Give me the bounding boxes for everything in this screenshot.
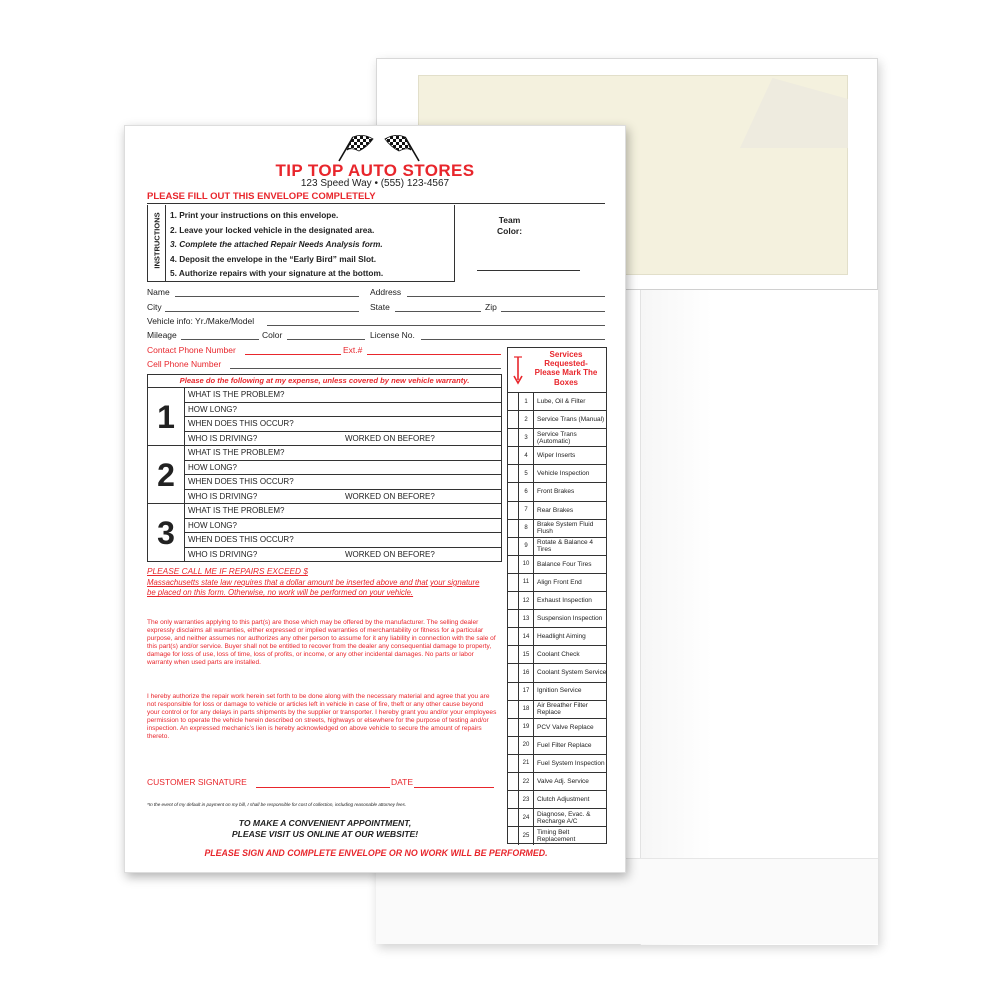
service-number: 23 bbox=[519, 791, 534, 808]
color-field[interactable] bbox=[287, 339, 365, 340]
down-arrow-icon bbox=[511, 354, 525, 386]
zip-label: Zip bbox=[485, 302, 497, 312]
service-checkbox[interactable] bbox=[508, 809, 519, 826]
how-long-field[interactable]: HOW LONG? bbox=[185, 461, 502, 476]
service-checkbox[interactable] bbox=[508, 773, 519, 790]
when-occur-field[interactable]: WHEN DOES THIS OCCUR? bbox=[185, 417, 502, 432]
service-label: Diagnose, Evac. & Recharge A/C bbox=[537, 810, 591, 825]
vehicle-info-label: Vehicle info: Yr./Make/Model bbox=[147, 316, 255, 326]
city-field[interactable] bbox=[165, 311, 359, 312]
service-label: Rear Brakes bbox=[537, 506, 574, 514]
service-label: Air Breather Filter Replace bbox=[537, 701, 588, 717]
services-checklist bbox=[507, 347, 607, 844]
when-occur-field[interactable]: WHEN DOES THIS OCCUR? bbox=[185, 533, 502, 548]
store-name: TIP TOP AUTO STORES bbox=[275, 161, 475, 180]
who-driving-field[interactable]: WHO IS DRIVING? WORKED ON BEFORE? bbox=[188, 549, 435, 559]
service-label: Balance Four Tires bbox=[537, 560, 592, 568]
service-row bbox=[508, 791, 606, 809]
license-label: License No. bbox=[370, 330, 415, 340]
problem-number: 3 bbox=[148, 504, 185, 561]
service-row bbox=[508, 719, 606, 737]
contact-phone-label: Contact Phone Number bbox=[147, 345, 236, 355]
service-checkbox[interactable] bbox=[508, 737, 519, 754]
service-row bbox=[508, 773, 606, 791]
service-row bbox=[508, 683, 606, 701]
service-row bbox=[508, 701, 606, 719]
service-number: 11 bbox=[519, 574, 534, 591]
service-label: Clutch Adjustment bbox=[537, 796, 590, 803]
service-number: 19 bbox=[519, 719, 534, 736]
service-label: Vehicle Inspection bbox=[537, 470, 590, 478]
signature-label: CUSTOMER SIGNATURE bbox=[147, 777, 247, 787]
service-number: 1 bbox=[519, 393, 534, 410]
problem-number: 1 bbox=[148, 388, 185, 445]
service-number: 5 bbox=[519, 465, 534, 482]
service-checkbox[interactable] bbox=[508, 520, 519, 537]
service-checkbox[interactable] bbox=[508, 683, 519, 700]
service-row bbox=[508, 827, 606, 845]
service-row bbox=[508, 809, 606, 827]
service-checkbox[interactable] bbox=[508, 592, 519, 609]
service-checkbox[interactable] bbox=[508, 465, 519, 482]
service-number: 16 bbox=[519, 664, 534, 681]
service-checkbox[interactable] bbox=[508, 556, 519, 573]
instructions-side-label: INSTRUCTIONS bbox=[148, 205, 166, 282]
name-field[interactable] bbox=[175, 296, 359, 297]
service-label: Suspension Inspection bbox=[537, 615, 603, 623]
envelope-side-panel bbox=[640, 225, 878, 945]
instruction-item: 1. Print your instructions on this envelope. bbox=[170, 210, 339, 220]
service-row bbox=[508, 664, 606, 682]
service-row bbox=[508, 483, 606, 501]
checkered-flags-icon bbox=[333, 133, 425, 163]
instructions-list bbox=[170, 208, 383, 281]
service-label: Service Trans (Automatic) bbox=[537, 430, 577, 445]
service-label: Service Trans (Manual) bbox=[537, 416, 605, 424]
service-number: 22 bbox=[519, 773, 534, 790]
service-row bbox=[508, 610, 606, 628]
service-number: 25 bbox=[519, 827, 534, 845]
team-color-label: Team Color: bbox=[497, 215, 523, 236]
service-checkbox[interactable] bbox=[508, 628, 519, 645]
final-notice: PLEASE SIGN AND COMPLETE ENVELOPE OR NO WORK WILL BE PERFORMED. bbox=[204, 848, 548, 858]
problem-number: 2 bbox=[148, 446, 185, 503]
service-number: 18 bbox=[519, 701, 534, 718]
service-number: 2 bbox=[519, 411, 534, 428]
service-row bbox=[508, 429, 606, 447]
service-row bbox=[508, 574, 606, 592]
service-number: 17 bbox=[519, 683, 534, 700]
envelope-form bbox=[124, 125, 626, 873]
zip-field[interactable] bbox=[501, 311, 605, 312]
service-row bbox=[508, 755, 606, 773]
expense-notice: Please do the following at my expense, unless covered by new vehicle warranty. bbox=[147, 374, 502, 388]
service-label: Fuel Filter Replace bbox=[537, 741, 592, 749]
store-address: 123 Speed Way • (555) 123-4567 bbox=[300, 178, 450, 189]
service-checkbox[interactable] bbox=[508, 429, 519, 446]
service-label: Valve Adj. Service bbox=[537, 777, 589, 785]
services-title: Services Requested- Please Mark The Boxes bbox=[534, 350, 598, 387]
fill-out-title: PLEASE FILL OUT THIS ENVELOPE COMPLETELY bbox=[147, 191, 376, 202]
who-driving-field[interactable]: WHO IS DRIVING? WORKED ON BEFORE? bbox=[188, 433, 435, 443]
service-row bbox=[508, 592, 606, 610]
fine-print: *In the event of my default in payment on my bill, I shall be responsible for cost of collection, including reasonable attorney fees. bbox=[147, 802, 407, 807]
mileage-label: Mileage bbox=[147, 330, 177, 340]
service-row bbox=[508, 556, 606, 574]
service-row bbox=[508, 520, 606, 538]
instruction-item: 2. Leave your locked vehicle in the designated area. bbox=[170, 224, 375, 235]
service-row bbox=[508, 447, 606, 465]
service-label: Wiper Inserts bbox=[537, 452, 576, 460]
problem-field[interactable]: WHAT IS THE PROBLEM? bbox=[185, 446, 502, 461]
service-checkbox[interactable] bbox=[508, 701, 519, 718]
problem-field[interactable]: WHAT IS THE PROBLEM? bbox=[185, 504, 502, 519]
service-number: 15 bbox=[519, 646, 534, 663]
service-number: 13 bbox=[519, 610, 534, 627]
service-number: 14 bbox=[519, 628, 534, 645]
service-checkbox[interactable] bbox=[508, 502, 519, 519]
problem-field[interactable]: WHAT IS THE PROBLEM? bbox=[185, 388, 502, 403]
service-number: 8 bbox=[519, 520, 534, 537]
massachusetts-law-notice: Massachusetts state law requires that a dollar amount be inserted above and that your signature be placed on this form. Otherwise, no work will be performed on your vehicle. bbox=[147, 578, 480, 598]
service-label: Rotate & Balance 4 Tires bbox=[537, 539, 594, 554]
service-row bbox=[508, 737, 606, 755]
address-field[interactable] bbox=[407, 296, 605, 297]
service-label: Headlight Aiming bbox=[537, 633, 586, 641]
mileage-field[interactable] bbox=[181, 339, 259, 340]
problem-block-3 bbox=[147, 504, 502, 562]
license-field[interactable] bbox=[421, 339, 605, 340]
service-checkbox[interactable] bbox=[508, 538, 519, 555]
service-checkbox[interactable] bbox=[508, 483, 519, 500]
service-row bbox=[508, 502, 606, 520]
team-color-field[interactable] bbox=[477, 270, 580, 271]
service-number: 10 bbox=[519, 556, 534, 573]
service-row bbox=[508, 393, 606, 411]
service-number: 12 bbox=[519, 592, 534, 609]
service-row bbox=[508, 628, 606, 646]
service-checkbox[interactable] bbox=[508, 610, 519, 627]
service-label: Coolant System Service bbox=[537, 669, 607, 677]
service-label: Ignition Service bbox=[537, 687, 582, 695]
service-label: Fuel System Inspection bbox=[537, 759, 605, 767]
service-checkbox[interactable] bbox=[508, 574, 519, 591]
cell-phone-field[interactable] bbox=[230, 368, 501, 369]
how-long-field[interactable]: HOW LONG? bbox=[185, 519, 502, 534]
ext-field[interactable] bbox=[367, 354, 501, 355]
state-label: State bbox=[370, 302, 390, 312]
service-checkbox[interactable] bbox=[508, 411, 519, 428]
color-label: Color bbox=[262, 330, 283, 340]
signature-field[interactable] bbox=[256, 787, 390, 788]
service-number: 20 bbox=[519, 737, 534, 754]
service-row bbox=[508, 465, 606, 483]
when-occur-field[interactable]: WHEN DOES THIS OCCUR? bbox=[185, 475, 502, 490]
appointment-notice: TO MAKE A CONVENIENT APPOINTMENT, PLEASE VISIT US ONLINE AT OUR WEBSITE! bbox=[231, 818, 419, 839]
instruction-item: 5. Authorize repairs with your signature at the bottom. bbox=[170, 268, 384, 279]
service-checkbox[interactable] bbox=[508, 664, 519, 681]
contact-phone-field[interactable] bbox=[245, 354, 341, 355]
cell-phone-label: Cell Phone Number bbox=[147, 359, 222, 369]
service-number: 24 bbox=[519, 809, 534, 826]
ext-label: Ext.# bbox=[343, 345, 363, 355]
service-label: Align Front End bbox=[537, 578, 582, 586]
service-label: PCV Valve Replace bbox=[537, 723, 594, 731]
signature-row bbox=[147, 777, 247, 787]
title-divider bbox=[147, 203, 605, 204]
vehicle-info-field[interactable] bbox=[267, 325, 605, 326]
date-label: DATE bbox=[391, 777, 414, 787]
service-checkbox[interactable] bbox=[508, 646, 519, 663]
service-number: 7 bbox=[519, 502, 534, 519]
service-checkbox[interactable] bbox=[508, 827, 519, 845]
how-long-field[interactable]: HOW LONG? bbox=[185, 403, 502, 418]
city-label: City bbox=[147, 302, 162, 312]
instruction-item: 4. Deposit the envelope in the “Early Bird” mail Slot. bbox=[170, 253, 377, 264]
service-label: Exhaust Inspection bbox=[537, 596, 592, 604]
address-label: Address bbox=[370, 287, 402, 297]
who-driving-field[interactable]: WHO IS DRIVING? WORKED ON BEFORE? bbox=[188, 491, 435, 501]
state-field[interactable] bbox=[395, 311, 481, 312]
service-number: 9 bbox=[519, 538, 534, 555]
service-checkbox[interactable] bbox=[508, 719, 519, 736]
service-row bbox=[508, 411, 606, 429]
service-number: 6 bbox=[519, 483, 534, 500]
services-list bbox=[508, 393, 606, 845]
name-label: Name bbox=[147, 287, 170, 297]
service-label: Lube, Oil & Filter bbox=[537, 397, 586, 405]
instructions-box bbox=[147, 205, 455, 282]
service-checkbox[interactable] bbox=[508, 447, 519, 464]
service-number: 4 bbox=[519, 447, 534, 464]
call-me-limit[interactable]: PLEASE CALL ME IF REPAIRS EXCEED $ bbox=[147, 566, 308, 576]
problem-block-2 bbox=[147, 446, 502, 504]
service-checkbox[interactable] bbox=[508, 755, 519, 772]
service-number: 3 bbox=[519, 429, 534, 446]
warranty-text: The only warranties applying to this part(s) are those which may be offered by the manufacturer. The selling dealer expressly disclaims all warranties, either expressed or implied warranties of merchantability or fitness for a particular purpose, and neither assumes nor authorizes any other person to assume for it any liability in connection with the sale of this part(s) and/or service. Buyer shall not be entitled to recover from the dealer any consequential damage to property, damage for loss of use, loss of time, loss of profits, or income, or any other incidental damages. No parts or labor warranty when used parts are installed. bbox=[147, 619, 496, 667]
service-row bbox=[508, 646, 606, 664]
date-field[interactable] bbox=[414, 787, 494, 788]
service-label: Front Brakes bbox=[537, 488, 575, 496]
instruction-item: 3. Complete the attached Repair Needs Analysis form. bbox=[170, 239, 383, 250]
service-label: Brake System Fluid Flush bbox=[537, 521, 594, 536]
service-label: Coolant Check bbox=[537, 651, 580, 659]
service-checkbox[interactable] bbox=[508, 393, 519, 410]
service-number: 21 bbox=[519, 755, 534, 772]
problem-block-1 bbox=[147, 388, 502, 446]
authorization-text: I hereby authorize the repair work herein set forth to be done along with the necessary material and agree that you are not responsible for loss or damage to vehicle or articles left in vehicle in case of fire, theft or any other cause beyond your control or for any delays in parts shipments by the supplier or transporter. I hereby grant you and/or your employees permission to operate the vehicle herein described on streets, highways or elsewhere for the purpose of testing and/or inspection. An expressed mechanic’s lien is hereby acknowledged on above vehicle to secure the amount of repairs thereto. bbox=[147, 693, 497, 741]
services-header bbox=[508, 348, 606, 393]
service-checkbox[interactable] bbox=[508, 791, 519, 808]
service-row bbox=[508, 538, 606, 556]
service-label: Timing Belt Replacement bbox=[537, 829, 576, 844]
